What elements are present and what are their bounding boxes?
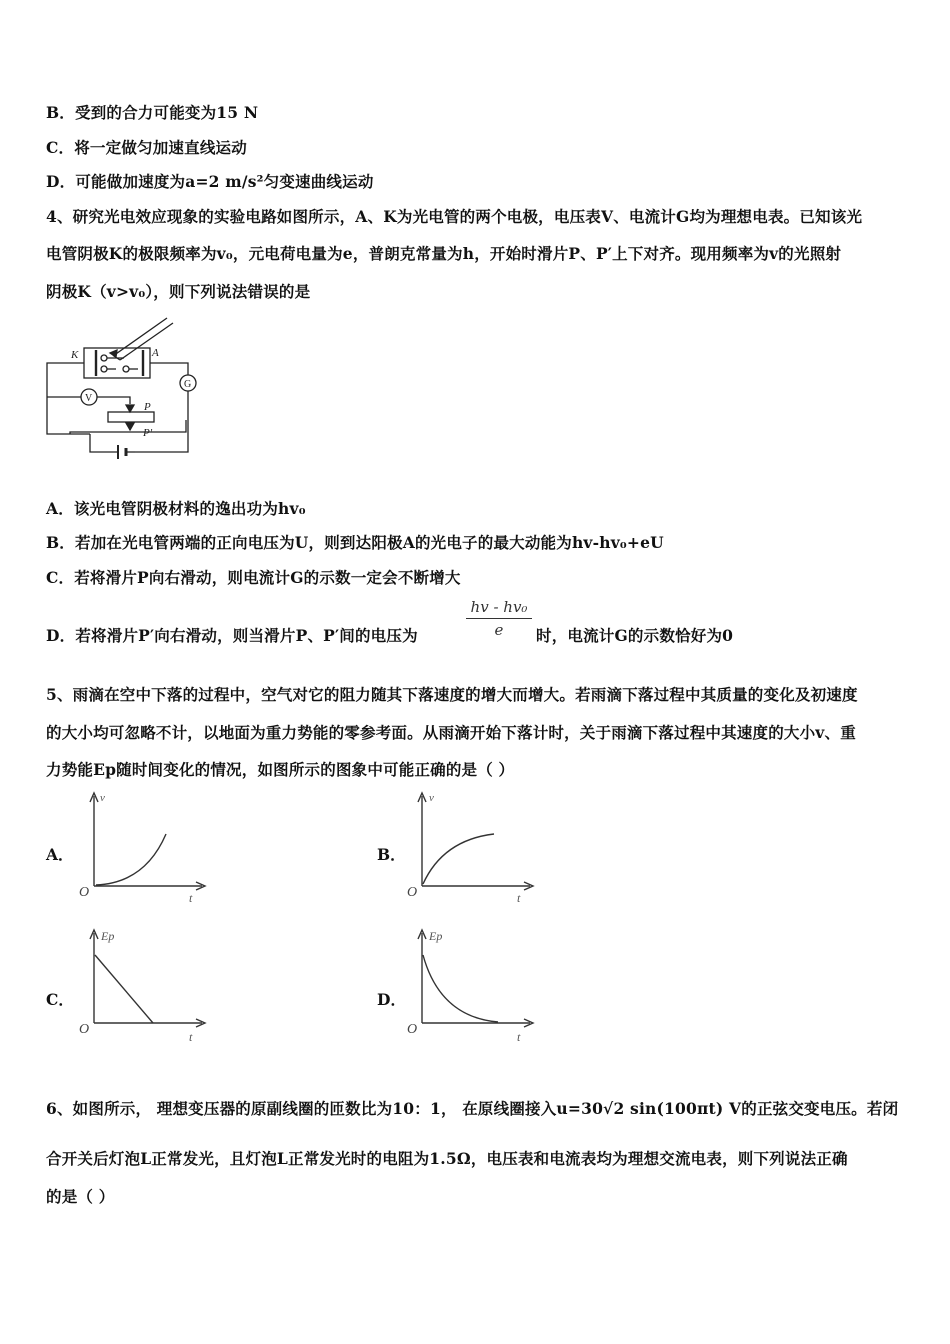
fraction-numerator: hv - hv₀ (466, 598, 532, 619)
graph-d-origin: O (407, 1022, 418, 1037)
label-a: A (152, 347, 159, 359)
graph-d-curve (423, 955, 498, 1022)
photoelectric-circuit-diagram (40, 312, 215, 467)
q5-stem-line-1: 5、雨滴在空中下落的过程中，空气对它的阻力随其下落速度的增大而增大。若雨滴下落过程中其质量的变化及初速度 (46, 685, 858, 704)
q4-stem-line-1: 4、研究光电效应现象的实验电路如图所示，A、K为光电管的两个电极，电压表V、电流计G均为理想电表。已知该光 (46, 207, 863, 226)
q3-option-b: B．受到的合力可能变为15 N (46, 103, 259, 122)
q5-stem-line-2: 的大小均可忽略不计，以地面为重力势能的零参考面。从雨滴开始下落计时，关于雨滴下落过程中其速度的大小v、重 (46, 723, 856, 742)
graph-c-xlabel: t (189, 1030, 193, 1044)
graph-c (70, 925, 210, 1050)
q4-stem-line-3: 阴极K（v>v₀），则下列说法错误的是 (46, 282, 311, 301)
q6-stem-line-3: 的是（ ） (46, 1187, 115, 1206)
graph-d (398, 925, 538, 1050)
label-p: P (144, 401, 151, 413)
q3-option-c: C．将一定做匀加速直线运动 (46, 138, 247, 157)
graph-d-xlabel: t (517, 1030, 521, 1044)
q4-option-c: C．若将滑片P向右滑动，则电流计G的示数一定会不断增大 (46, 568, 461, 587)
q4-stem-line-2: 电管阴极K的极限频率为v₀，元电荷电量为e，普朗克常量为h，开始时滑片P、P′上下对齐。现用频率为v的光照射 (46, 244, 842, 263)
graph-c-origin: O (79, 1022, 90, 1037)
fraction-denominator: e (494, 621, 504, 639)
q6-stem-line-1: 6、如图所示， 理想变压器的原副线圈的匝数比为10：1， 在原线圈接入u=30√2 sin(100πt) V的正弦交变电压。若闭 (46, 1099, 899, 1118)
graph-b-label: B． (377, 845, 406, 864)
q3-option-d: D．可能做加速度为a=2 m/s²匀变速曲线运动 (46, 172, 374, 191)
graph-a-ylabel: v (100, 792, 105, 804)
graph-b (398, 788, 538, 908)
graph-a-label: A． (46, 845, 74, 864)
graph-c-label: C． (46, 990, 74, 1009)
graph-c-ylabel: Ep (101, 929, 115, 943)
graph-b-curve (423, 834, 494, 884)
q4-option-d-fraction (466, 598, 532, 639)
label-g: G (184, 379, 192, 390)
graph-c-line (95, 955, 153, 1023)
graph-b-xlabel: t (517, 891, 521, 905)
graph-a-xlabel: t (189, 891, 193, 905)
graph-a-curve (96, 834, 166, 885)
graph-d-label: D． (377, 990, 406, 1009)
label-k: K (71, 349, 79, 361)
q4-option-d-after: 时，电流计G的示数恰好为0 (536, 626, 734, 645)
graph-b-ylabel: v (429, 792, 434, 804)
label-p-prime: P′ (143, 427, 153, 439)
q4-option-a: A．该光电管阴极材料的逸出功为hv₀ (46, 499, 306, 518)
q6-stem-line-2: 合开关后灯泡L正常发光，且灯泡L正常发光时的电阻为1.5Ω，电压表和电流表均为理想交流电表，则下列说法正确 (46, 1149, 848, 1168)
graph-a-origin: O (79, 885, 90, 900)
q4-option-d-before: D．若将滑片P′向右滑动，则当滑片P、P′间的电压为 (46, 626, 418, 645)
graph-a (70, 788, 210, 908)
q4-option-b: B．若加在光电管两端的正向电压为U，则到达阳极A的光电子的最大动能为hv-hv₀+eU (46, 533, 664, 552)
label-v: V (85, 393, 93, 404)
q5-stem-line-3: 力势能Ep随时间变化的情况，如图所示的图象中可能正确的是（ ） (46, 760, 515, 779)
graph-b-origin: O (407, 885, 418, 900)
graph-d-ylabel: Ep (429, 929, 443, 943)
